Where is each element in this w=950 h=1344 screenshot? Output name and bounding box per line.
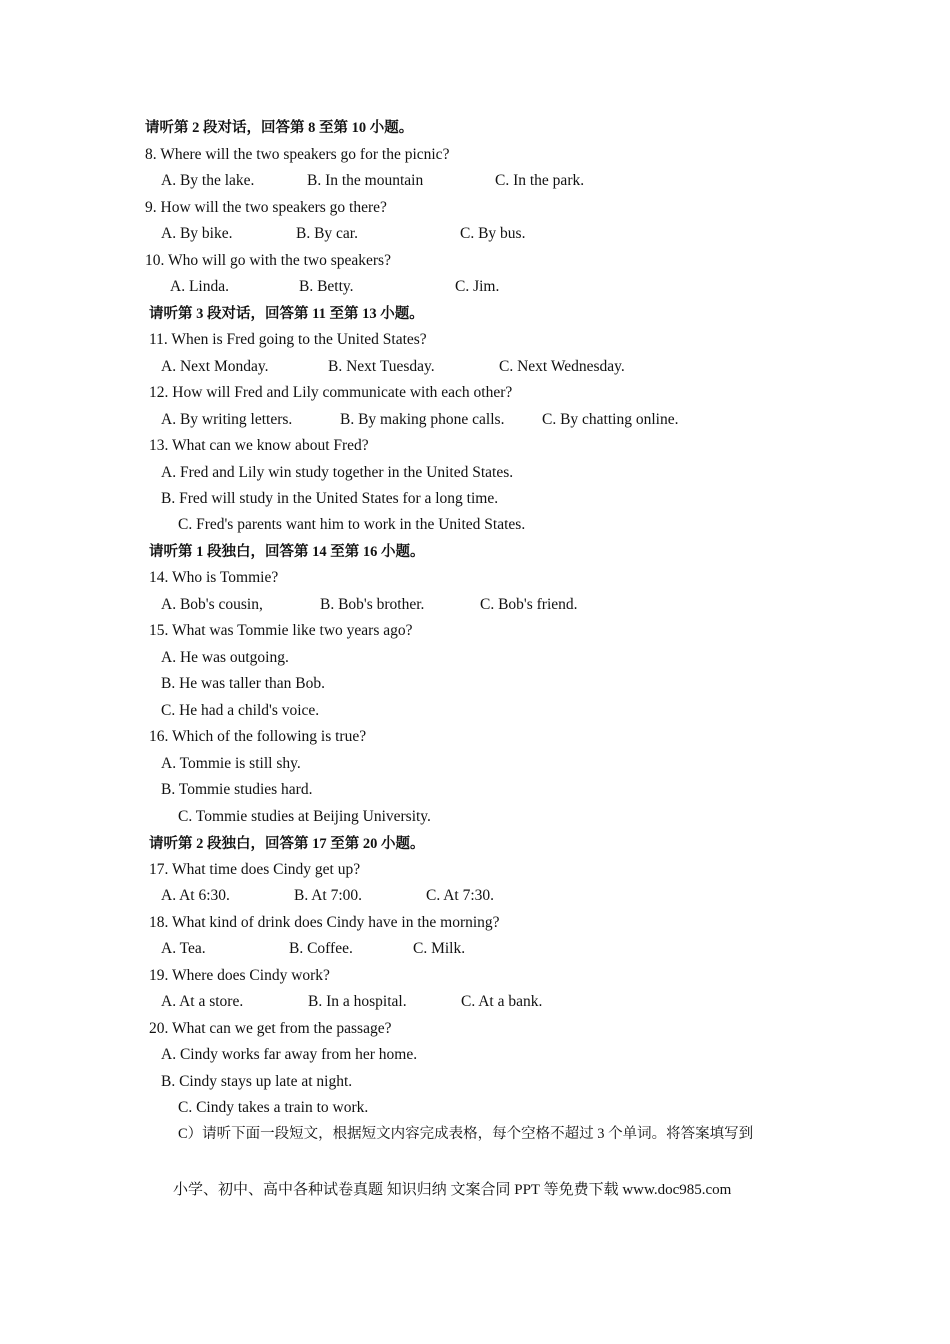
- option-c: C. Jim.: [455, 278, 500, 295]
- option-c: C. Next Wednesday.: [499, 358, 625, 375]
- option-c: C. Bob's friend.: [480, 596, 578, 613]
- option-b: B. By making phone calls.: [340, 411, 505, 428]
- question-text: 10. Who will go with the two speakers?: [145, 252, 391, 269]
- option-b: B. Bob's brother.: [320, 596, 425, 613]
- question-text: 9. How will the two speakers go there?: [145, 199, 387, 216]
- question-text: 15. What was Tommie like two years ago?: [149, 622, 413, 639]
- option-c: C. At 7:30.: [426, 887, 495, 904]
- option-a: A. Next Monday.: [161, 358, 269, 375]
- option-c: C. Tommie studies at Beijing University.: [178, 808, 431, 825]
- option-a: A. Tommie is still shy.: [161, 755, 301, 772]
- option-a: A. Linda.: [170, 278, 229, 295]
- option-a: A. At a store.: [161, 993, 244, 1010]
- option-b: B. At 7:00.: [294, 887, 363, 904]
- option-c: C. By chatting online.: [542, 411, 679, 428]
- option-b: B. Coffee.: [289, 940, 353, 957]
- option-b: B. Tommie studies hard.: [161, 781, 313, 798]
- question-text: 11. When is Fred going to the United States?: [149, 331, 427, 348]
- option-a: A. By bike.: [161, 225, 233, 242]
- option-b: B. By car.: [296, 225, 358, 242]
- option-a: A. Bob's cousin,: [161, 596, 263, 613]
- section-header: 请听第 1 段独白，回答第 14 至第 16 小题。: [149, 544, 425, 560]
- option-b: B. He was taller than Bob.: [161, 675, 326, 692]
- option-b: B. In a hospital.: [308, 993, 407, 1010]
- option-b: B. Next Tuesday.: [328, 358, 435, 375]
- option-b: B. In the mountain: [307, 172, 424, 189]
- option-a: A. He was outgoing.: [161, 649, 289, 666]
- option-a: A. At 6:30.: [161, 887, 230, 904]
- question-text: 18. What kind of drink does Cindy have in the morning?: [149, 914, 500, 931]
- option-a: A. Cindy works far away from her home.: [161, 1046, 418, 1063]
- option-a: A. By writing letters.: [161, 411, 293, 428]
- part-c-instruction: C）请听下面一段短文，根据短文内容完成表格，每个空格不超过 3 个单词。将答案填写到: [178, 1126, 754, 1142]
- option-c: C. At a bank.: [461, 993, 543, 1010]
- question-text: 13. What can we know about Fred?: [149, 437, 369, 454]
- option-b: B. Betty.: [299, 278, 354, 295]
- option-a: A. Fred and Lily win study together in the United States.: [161, 464, 514, 481]
- question-text: 12. How will Fred and Lily communicate with each other?: [149, 384, 513, 401]
- option-c: C. By bus.: [460, 225, 526, 242]
- option-a: A. By the lake.: [161, 172, 255, 189]
- question-text: 8. Where will the two speakers go for the picnic?: [145, 146, 450, 163]
- option-b: B. Cindy stays up late at night.: [161, 1073, 353, 1090]
- page-footer: 小学、初中、高中各种试卷真题 知识归纳 文案合同 PPT 等免费下载 www.doc985.com: [173, 1182, 732, 1198]
- option-b: B. Fred will study in the United States for a long time.: [161, 490, 499, 507]
- question-text: 19. Where does Cindy work?: [149, 967, 330, 984]
- section-header: 请听第 3 段对话，回答第 11 至第 13 小题。: [149, 306, 424, 322]
- question-text: 20. What can we get from the passage?: [149, 1020, 392, 1037]
- option-a: A. Tea.: [161, 940, 206, 957]
- option-c: C. He had a child's voice.: [161, 702, 320, 719]
- option-c: C. Fred's parents want him to work in the United States.: [178, 516, 526, 533]
- section-header: 请听第 2 段对话，回答第 8 至第 10 小题。: [145, 120, 414, 136]
- option-c: C. Milk.: [413, 940, 466, 957]
- section-header: 请听第 2 段独白，回答第 17 至第 20 小题。: [149, 836, 425, 852]
- option-c: C. Cindy takes a train to work.: [178, 1099, 369, 1116]
- question-text: 16. Which of the following is true?: [149, 728, 367, 745]
- option-c: C. In the park.: [495, 172, 585, 189]
- question-text: 14. Who is Tommie?: [149, 569, 279, 586]
- question-text: 17. What time does Cindy get up?: [149, 861, 361, 878]
